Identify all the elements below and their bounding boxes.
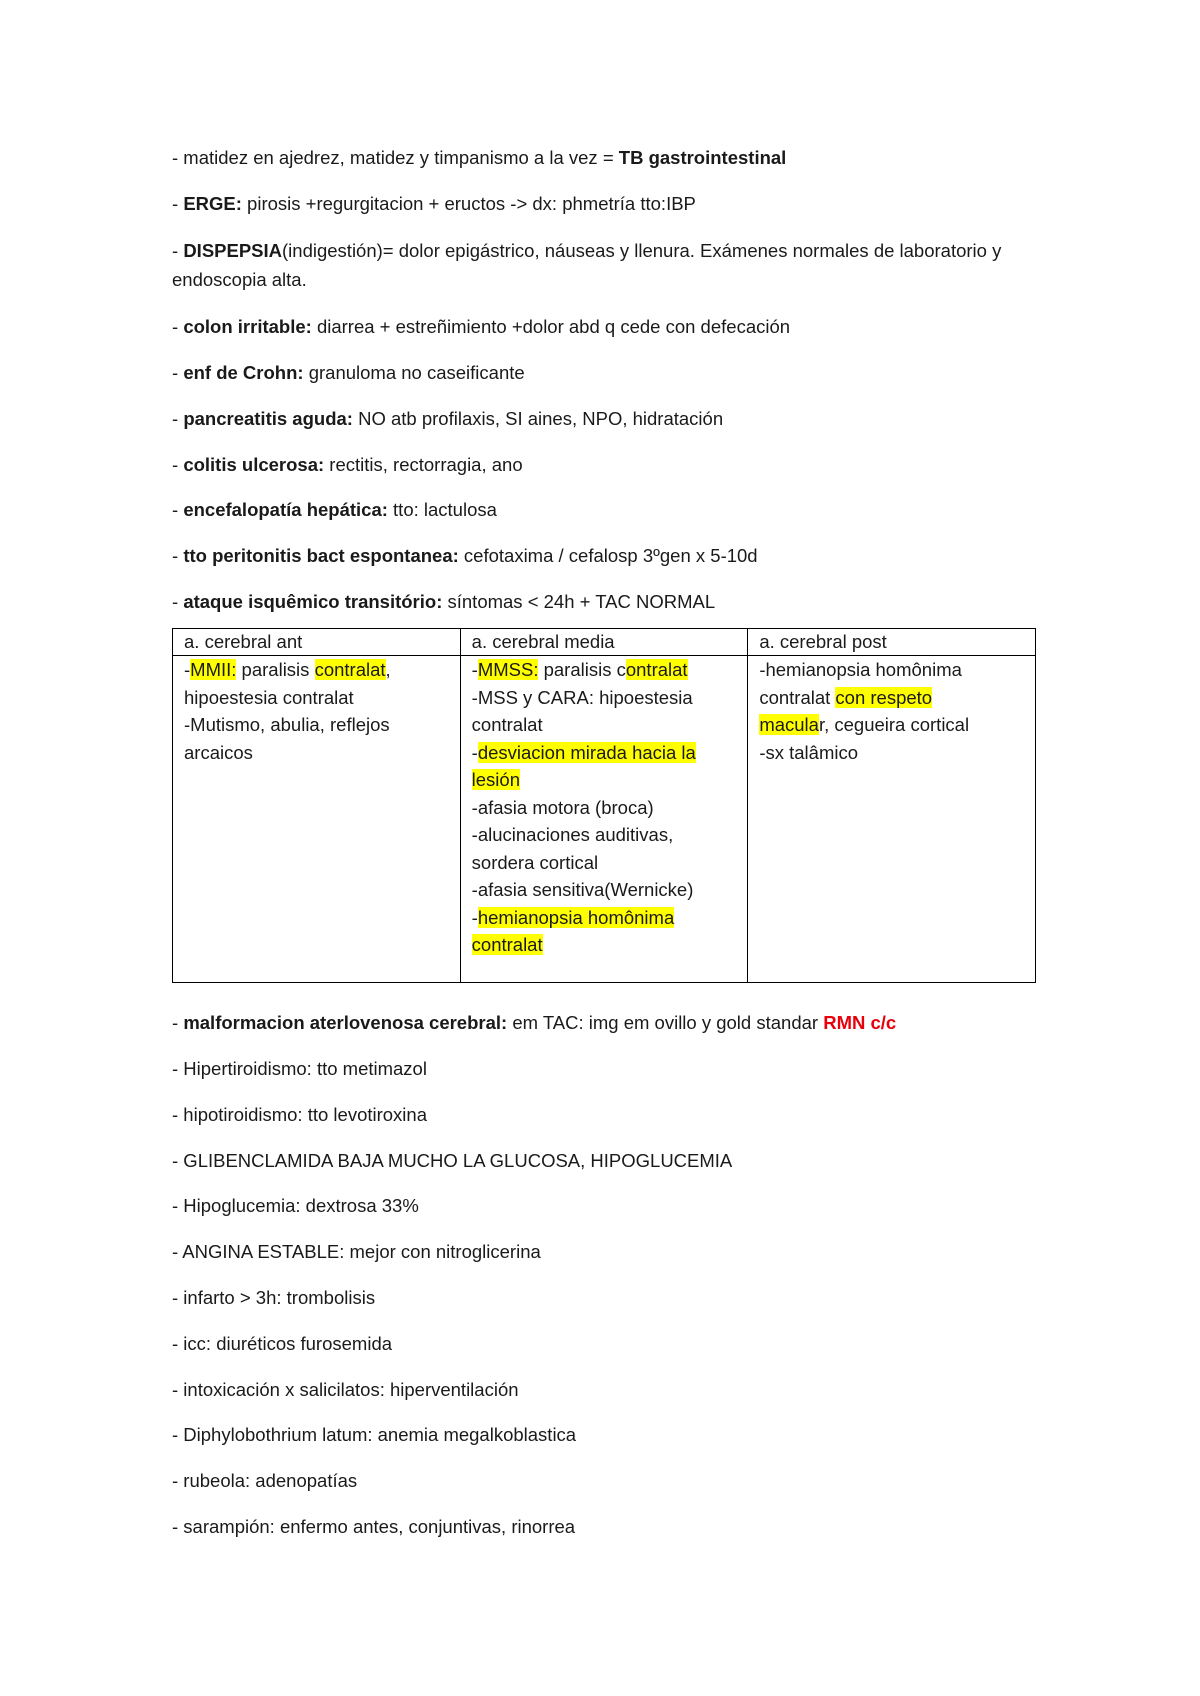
cell-text: paralisis (236, 659, 315, 680)
highlighted-text: MMSS: (477, 659, 539, 680)
note-text: - (172, 1012, 184, 1033)
note-term: ERGE: (183, 193, 242, 214)
highlighted-text: macula (759, 714, 819, 735)
note-text: pirosis +regurgitacion + eructos -> dx: phmetría tto:IBP (241, 193, 696, 214)
cell-cerebral-media (460, 656, 748, 983)
note-diphylobothrium: - Diphylobothrium latum: anemia megalkoblastica (172, 1424, 577, 1445)
header-cerebral-post: a. cerebral post (748, 629, 1036, 656)
note-term: colitis ulcerosa: (183, 454, 325, 475)
red-highlight-text: RMN c/c (823, 1012, 897, 1033)
cell-text: paralisis c (538, 659, 626, 680)
cell-line: -hemianopsia homônima (759, 659, 962, 680)
highlighted-text: hemianopsia homônima (477, 906, 675, 928)
note-text: - (172, 499, 184, 520)
note-crohn (172, 360, 525, 386)
cell-line (759, 684, 1027, 712)
cell-text: - (471, 659, 478, 680)
cell-line: hipoestesia contralat (184, 686, 354, 708)
cell-line (472, 904, 740, 932)
cell-cerebral-ant (173, 656, 461, 983)
cell-text: - (471, 741, 478, 763)
cell-text: , (385, 659, 391, 680)
note-term: enf de Crohn: (183, 362, 304, 383)
cell-line: sordera cortical (471, 851, 599, 873)
cell-cerebral-post (748, 656, 1036, 983)
note-hipoglucemia: - Hipoglucemia: dextrosa 33% (172, 1195, 419, 1216)
cell-line: arcaicos (184, 741, 253, 763)
highlighted-text: MMII: (190, 659, 237, 680)
note-pancreatitis (172, 406, 723, 432)
cell-line: -alucinaciones auditivas, (471, 824, 674, 845)
cell-line (472, 766, 740, 794)
note-dispepsia (172, 236, 1032, 294)
cell-line: contralat (471, 714, 543, 735)
note-icc: - icc: diuréticos furosemida (172, 1333, 393, 1354)
note-colitis (172, 452, 523, 478)
cell-line (472, 656, 740, 684)
note-text: - (172, 545, 184, 566)
note-text: - (172, 591, 184, 612)
note-salicilatos: - intoxicación x salicilatos: hiperventilación (172, 1379, 519, 1400)
note-ataque-isquemico (172, 589, 715, 615)
cell-line (759, 711, 1027, 739)
note-text: rectitis, rectorragia, ano (324, 454, 523, 475)
note-erge (172, 191, 696, 217)
cell-line: -afasia motora (broca) (471, 796, 654, 818)
note-text: - (172, 362, 184, 383)
note-text: cefotaxima / cefalosp 3ºgen x 5-10d (458, 545, 758, 566)
note-term: tto peritonitis bact espontanea: (183, 545, 459, 566)
note-hipotiroidismo: - hipotiroidismo: tto levotiroxina (172, 1104, 427, 1125)
note-term: encefalopatía hepática: (183, 499, 388, 520)
note-glibenclamida: - GLIBENCLAMIDA BAJA MUCHO LA GLUCOSA, HIPOGLUCEMIA (172, 1150, 733, 1171)
note-text: diarrea + estreñimiento +dolor abd q cede con defecación (311, 316, 791, 337)
note-text: síntomas < 24h + TAC NORMAL (442, 591, 716, 612)
note-tb-gastrointestinal (172, 145, 786, 171)
note-text: tto: lactulosa (387, 499, 497, 520)
note-text: - (172, 454, 184, 475)
note-text: NO atb profilaxis, SI aines, NPO, hidratación (352, 408, 724, 429)
note-text: - (172, 193, 184, 214)
table-header-row (173, 629, 1036, 656)
note-term: malformacion aterlovenosa cerebral: (183, 1012, 508, 1033)
note-rubeola: - rubeola: adenopatías (172, 1470, 358, 1491)
highlighted-text: desviacion mirada hacia la (477, 741, 696, 763)
cell-line (184, 656, 452, 684)
note-angina: - ANGINA ESTABLE: mejor con nitroglicerina (172, 1241, 541, 1262)
note-malformacion (172, 1010, 896, 1036)
cerebral-arteries-table (172, 628, 1036, 983)
header-cerebral-ant: a. cerebral ant (173, 629, 461, 656)
note-sarampion: - sarampión: enfermo antes, conjuntivas, rinorrea (172, 1516, 576, 1537)
highlighted-text: contralat (471, 934, 543, 955)
note-infarto: - infarto > 3h: trombolisis (172, 1287, 376, 1308)
highlighted-text: ontralat (625, 659, 688, 680)
note-term: colon irritable: (183, 316, 312, 337)
note-term: pancreatitis aguda: (183, 408, 353, 429)
cell-line: -sx talâmico (759, 741, 859, 763)
cell-line: -MSS y CARA: hipoestesia (471, 686, 693, 708)
note-term: DISPEPSIA (183, 240, 283, 261)
note-peritonitis (172, 543, 758, 569)
note-text: - matidez en ajedrez, matidez y timpanismo a la vez = (172, 147, 619, 168)
cell-text: - (471, 906, 478, 928)
note-text: - (172, 316, 184, 337)
note-text: - (172, 408, 184, 429)
cell-text: contralat (759, 686, 836, 708)
cell-text: - (184, 659, 191, 680)
note-term: TB gastrointestinal (618, 147, 787, 168)
table-row (173, 656, 1036, 983)
header-cerebral-media: a. cerebral media (460, 629, 748, 656)
highlighted-text: contralat (314, 659, 386, 680)
note-text: granuloma no caseificante (303, 362, 525, 383)
note-text: em TAC: img em ovillo y gold standar (507, 1012, 824, 1033)
note-colon-irritable (172, 314, 790, 340)
cell-line: -afasia sensitiva(Wernicke) (471, 879, 694, 900)
note-hipertiroidismo: - Hipertiroidismo: tto metimazol (172, 1058, 427, 1079)
highlighted-text: con respeto (835, 686, 933, 708)
note-term: ataque isquêmico transitório: (183, 591, 443, 612)
cell-line (472, 739, 740, 767)
cell-line (472, 931, 740, 959)
cell-line: -Mutismo, abulia, reflejos (184, 714, 390, 735)
note-text: - (172, 240, 184, 261)
note-text: (indigestión)= dolor epigástrico, náuseas y llenura. Exámenes normales de laboratorio y endoscopia alta. (172, 240, 1002, 290)
note-encefalopatia (172, 497, 497, 523)
cell-text: r, cegueira cortical (818, 714, 970, 735)
highlighted-text: lesión (471, 769, 520, 790)
